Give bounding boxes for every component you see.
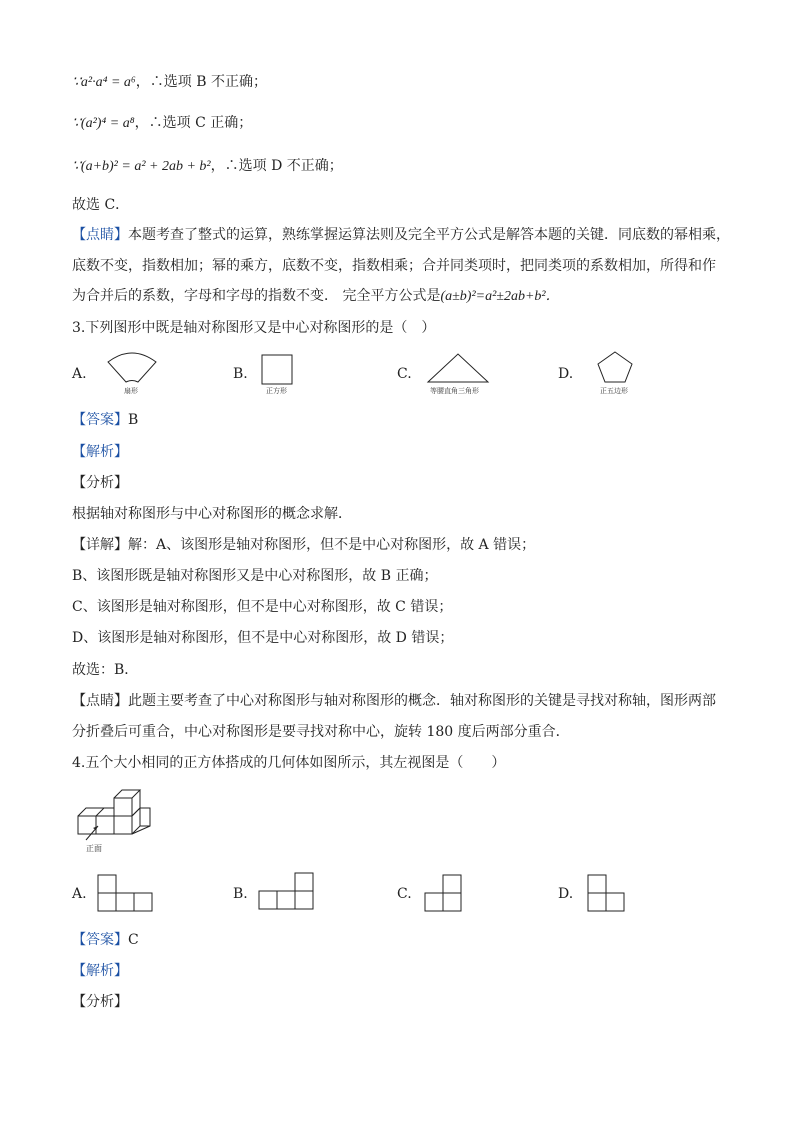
q3-detail-line-1 <box>72 535 535 555</box>
q4-analysis-tag: 【解析】 <box>72 963 128 979</box>
q4-option-d-label: D. <box>558 886 574 902</box>
math-line-2 <box>72 113 252 134</box>
choose-c-line: 故选 C． <box>72 197 130 213</box>
line2-text: ，∴选项 C 正确； <box>134 115 253 131</box>
q3-question: 3.下列图形中既是轴对称图形又是中心对称图形的是（ ） <box>72 320 436 336</box>
q3-caption-a: 扇形 <box>124 387 138 395</box>
detail-tag: 【详解】 <box>72 537 128 553</box>
q3-dianjing-line-1 <box>72 691 716 711</box>
formula-a2-a4: ∵a²·a⁴ = a⁶ <box>72 75 136 90</box>
formula-a2-pow4: ∵(a²)⁴ = a⁸ <box>72 116 135 131</box>
option-b-view-icon <box>258 872 318 912</box>
q3-detail-4: D、该图形是轴对称图形，但不是中心对称图形，故 D 错误； <box>72 630 454 646</box>
pentagon-icon <box>596 350 634 384</box>
cube-figure <box>74 788 154 840</box>
q4-option-b-label: B. <box>233 886 248 902</box>
q4-option-a-label: A. <box>72 886 87 902</box>
option-d-view-icon <box>587 874 627 914</box>
option-a-view-icon <box>97 874 155 914</box>
math-line-1 <box>72 72 267 93</box>
q3-choose: 故选：B． <box>72 662 139 678</box>
dianjing-text-1: 本题考查了整式的运算，熟练掌握运算法则及完全平方公式是解答本题的关键．同底数的幂相乘， <box>128 227 730 243</box>
q3-detail-2: B、该图形既是轴对称图形又是中心对称图形，故 B 正确； <box>72 568 438 584</box>
square-icon <box>261 354 295 386</box>
q3-detail-1: 解：A、该图形是轴对称图形，但不是中心对称图形，故 A 错误； <box>128 537 536 553</box>
line3-text: ，∴选项 D 不正确； <box>210 158 343 174</box>
q3-dianjing-2: 分折叠后可重合，中心对称图形是要寻找对称中心，旋转 180 度后两部分重合． <box>72 724 570 740</box>
q3-option-d-label: D. <box>558 366 574 382</box>
q3-caption-c: 等腰直角三角形 <box>430 387 479 395</box>
q3-option-b-label: B. <box>233 366 248 382</box>
sector-icon <box>100 350 164 386</box>
line1-text: ，∴选项 B 不正确； <box>135 74 267 90</box>
q4-option-c-label: C. <box>397 886 412 902</box>
dianjing-line-2: 底数不变，指数相加；幂的乘方，底数不变，指数相乘；合并同类项时，把同类项的系数相加，所得和作 <box>72 258 716 274</box>
q4-question: 4.五个大小相同的正方体搭成的几何体如图所示，其左视图是（ ） <box>72 755 506 771</box>
dianjing-tag: 【点睛】 <box>72 227 128 243</box>
q3-answer-line <box>72 410 138 430</box>
triangle-icon <box>426 352 492 384</box>
q3-fenxi: 根据轴对称图形与中心对称图形的概念求解． <box>72 506 352 522</box>
dianjing-text-3: 为合并后的系数，字母和字母的指数不变． 完全平方公式是 <box>72 288 441 304</box>
q3-answer: B <box>128 412 139 428</box>
dianjing-line-1 <box>72 225 730 245</box>
q3-analysis-tag: 【解析】 <box>72 444 128 460</box>
front-label: 正面 <box>86 844 102 853</box>
q3-caption-d: 正五边形 <box>600 387 628 395</box>
q3-fenxi-tag: 【分析】 <box>72 475 128 491</box>
q3-detail-3: C、该图形是轴对称图形，但不是中心对称图形，故 C 错误； <box>72 599 453 615</box>
q3-option-a-label: A. <box>72 366 87 382</box>
formula-a-plus-b-squared: ∵(a+b)² = a² + 2ab + b² <box>72 159 211 174</box>
answer-tag: 【答案】 <box>72 412 128 428</box>
math-line-3 <box>72 156 343 177</box>
dianjing-line-3 <box>72 286 560 307</box>
q3-option-c-label: C. <box>397 366 412 382</box>
option-c-view-icon <box>424 874 464 914</box>
square-formula: (a±b)²=a²±2ab+b²． <box>440 289 560 304</box>
q3-caption-b: 正方形 <box>266 387 287 395</box>
q3-dianjing-tag: 【点睛】 <box>72 693 128 709</box>
q4-answer: C <box>128 932 139 948</box>
q4-answer-line <box>72 930 139 950</box>
q3-dianjing-1: 此题主要考查了中心对称图形与轴对称图形的概念．轴对称图形的关键是寻找对称轴，图形两部 <box>128 693 716 709</box>
q4-answer-tag: 【答案】 <box>72 932 128 948</box>
q4-fenxi-tag: 【分析】 <box>72 994 128 1010</box>
